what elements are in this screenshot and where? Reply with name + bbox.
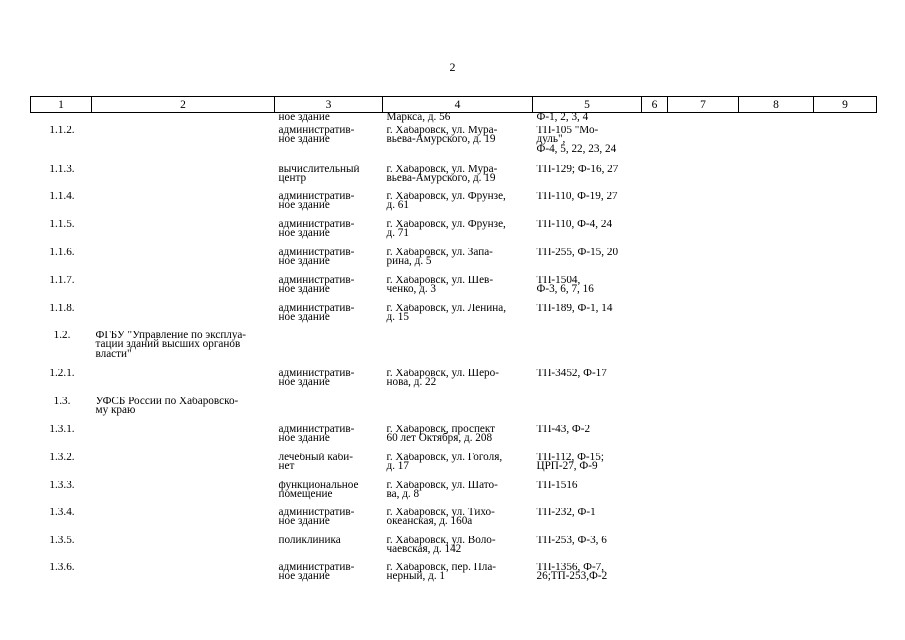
building-address <box>383 113 533 126</box>
building-address-text: г. Хабаровск, ул. Шато- ва, д. 8 <box>386 480 498 501</box>
building-address-text: г. Хабаровск, проспект 60 лет Октября, д. 208 <box>386 424 496 445</box>
building-purpose-text: функциональное помещение <box>278 480 359 501</box>
empty-cell <box>642 331 668 369</box>
empty-cell <box>668 192 739 220</box>
building-address-text: Маркса, д. 56 <box>386 112 451 123</box>
empty-cell <box>739 220 814 248</box>
organization-name-text: ФГБУ "Управление по эксплуа- тации зданий высших органов власти" <box>95 330 247 360</box>
power-supply-text: Ф-1, 2, 3, 4 <box>536 112 589 123</box>
row-number-text: 1.1.2. <box>49 125 75 136</box>
empty-cell <box>668 165 739 192</box>
row-number <box>31 113 92 126</box>
table-row <box>31 563 877 590</box>
empty-cell <box>814 220 877 248</box>
building-purpose <box>275 276 383 304</box>
empty-cell <box>814 113 877 126</box>
building-address-text: г. Хабаровск, ул. Тихо- океанская, д. 160а <box>386 507 495 528</box>
row-number-text: 1.3.4. <box>49 507 75 518</box>
building-address <box>383 425 533 453</box>
building-address <box>383 369 533 397</box>
row-number <box>31 508 92 536</box>
empty-cell <box>642 397 668 425</box>
row-number <box>31 192 92 220</box>
building-address <box>383 304 533 331</box>
empty-cell <box>739 192 814 220</box>
table-row <box>31 481 877 508</box>
building-address <box>383 536 533 563</box>
power-supply-text: ТП-1356, Ф-7, 26;ТП-253,Ф-2 <box>536 562 608 583</box>
power-supply <box>533 425 642 453</box>
building-purpose-text: административ- ное здание <box>278 219 355 240</box>
power-supply <box>533 248 642 276</box>
row-number <box>31 331 92 369</box>
empty-cell <box>668 126 739 165</box>
building-address <box>383 248 533 276</box>
empty-cell <box>739 453 814 481</box>
power-supply <box>533 192 642 220</box>
table-row <box>31 508 877 536</box>
building-purpose <box>275 425 383 453</box>
empty-cell <box>814 192 877 220</box>
building-purpose-text: административ- ное здание <box>278 424 355 445</box>
building-purpose <box>275 369 383 397</box>
empty-cell <box>642 304 668 331</box>
building-purpose-text: административ- ное здание <box>278 247 355 268</box>
empty-cell <box>668 481 739 508</box>
power-supply <box>533 536 642 563</box>
building-address <box>383 276 533 304</box>
building-purpose-text: ное здание <box>278 112 330 123</box>
empty-cell <box>739 397 814 425</box>
organization-name <box>92 276 275 304</box>
building-purpose-text: административ- ное здание <box>278 275 355 296</box>
row-number <box>31 536 92 563</box>
power-supply <box>533 331 642 369</box>
building-address-text: г. Хабаровск, ул. Запа- рина, д. 5 <box>386 247 493 268</box>
empty-cell <box>668 397 739 425</box>
empty-cell <box>739 248 814 276</box>
power-supply-text: ТП-255, Ф-15, 20 <box>536 247 619 258</box>
empty-cell <box>739 304 814 331</box>
empty-cell <box>668 369 739 397</box>
building-purpose <box>275 248 383 276</box>
organization-name <box>92 113 275 126</box>
power-supply <box>533 165 642 192</box>
empty-cell <box>739 331 814 369</box>
organization-name <box>92 165 275 192</box>
table-row <box>31 397 877 425</box>
power-supply-text: ТП-189, Ф-1, 14 <box>536 303 613 314</box>
empty-cell <box>814 536 877 563</box>
table-row <box>31 113 877 126</box>
empty-cell <box>739 425 814 453</box>
power-supply <box>533 563 642 590</box>
power-supply-text: ТП-43, Ф-2 <box>536 424 591 435</box>
power-supply <box>533 453 642 481</box>
building-address-text: г. Хабаровск, ул. Фрунзе, д. 61 <box>386 191 506 212</box>
table-row <box>31 165 877 192</box>
building-address <box>383 508 533 536</box>
empty-cell <box>642 248 668 276</box>
empty-cell <box>642 563 668 590</box>
row-number-text: 1.1.8. <box>49 303 75 314</box>
building-purpose <box>275 563 383 590</box>
building-address <box>383 126 533 165</box>
empty-cell <box>668 453 739 481</box>
empty-cell <box>814 369 877 397</box>
empty-cell <box>739 165 814 192</box>
power-supply <box>533 113 642 126</box>
building-purpose <box>275 220 383 248</box>
empty-cell <box>814 563 877 590</box>
empty-cell <box>668 425 739 453</box>
power-supply-text: ТП-1504, Ф-3, 6, 7, 16 <box>536 275 594 296</box>
building-purpose <box>275 331 383 369</box>
power-supply-text: ТП-129; Ф-16, 27 <box>536 164 619 175</box>
empty-cell <box>814 165 877 192</box>
row-number <box>31 563 92 590</box>
organization-name <box>92 563 275 590</box>
column-header: 5 <box>533 97 642 113</box>
empty-cell <box>642 425 668 453</box>
table-row <box>31 220 877 248</box>
building-address-text: г. Хабаровск, ул. Мура- вьева-Амурского, д. 19 <box>386 125 498 146</box>
organization-name <box>92 248 275 276</box>
building-address <box>383 563 533 590</box>
empty-cell <box>642 113 668 126</box>
row-number-text: 1.3.1. <box>49 424 75 435</box>
building-purpose-text: административ- ное здание <box>278 125 355 146</box>
empty-cell <box>668 563 739 590</box>
empty-cell <box>739 536 814 563</box>
empty-cell <box>814 276 877 304</box>
building-address <box>383 192 533 220</box>
power-supply <box>533 508 642 536</box>
power-supply-text: ТП-105 "Мо- дуль", Ф-4, 5, 22, 23, 24 <box>536 125 617 155</box>
row-number <box>31 220 92 248</box>
organization-name <box>92 126 275 165</box>
building-purpose <box>275 536 383 563</box>
page-number: 2 <box>449 60 456 74</box>
empty-cell <box>814 304 877 331</box>
building-purpose <box>275 304 383 331</box>
empty-cell <box>668 304 739 331</box>
power-supply-text: ТП-1516 <box>536 480 578 491</box>
empty-cell <box>668 113 739 126</box>
building-address-text: г. Хабаровск, ул. Фрунзе, д. 71 <box>386 219 506 240</box>
building-address <box>383 331 533 369</box>
building-purpose <box>275 397 383 425</box>
power-supply <box>533 276 642 304</box>
building-purpose-text: вычислительный центр <box>278 164 360 185</box>
column-number-row <box>31 97 877 113</box>
row-number <box>31 304 92 331</box>
empty-cell <box>814 397 877 425</box>
empty-cell <box>739 563 814 590</box>
table-row <box>31 331 877 369</box>
power-supply <box>533 397 642 425</box>
row-number <box>31 276 92 304</box>
power-supply-text: ТП-110, Ф-4, 24 <box>536 219 613 230</box>
building-address-text: г. Хабаровск, ул. Гоголя, д. 17 <box>386 452 503 473</box>
empty-cell <box>814 425 877 453</box>
power-supply <box>533 304 642 331</box>
row-number-text: 1.1.6. <box>49 247 75 258</box>
table-row <box>31 369 877 397</box>
empty-cell <box>739 113 814 126</box>
row-number <box>31 453 92 481</box>
building-purpose-text: поликлиника <box>278 535 341 546</box>
row-number-text: 1.3.3. <box>49 480 75 491</box>
empty-cell <box>814 453 877 481</box>
building-address-text: г. Хабаровск, ул. Шеро- нова, д. 22 <box>386 368 499 389</box>
building-address <box>383 397 533 425</box>
row-number <box>31 481 92 508</box>
power-supply-text: ТП-3452, Ф-17 <box>536 368 607 379</box>
column-header: 2 <box>92 97 275 113</box>
building-purpose-text: административ- ное здание <box>278 303 355 324</box>
empty-cell <box>668 508 739 536</box>
organization-name <box>92 369 275 397</box>
empty-cell <box>739 508 814 536</box>
buildings-table <box>30 96 877 590</box>
power-supply <box>533 126 642 165</box>
building-address-text: г. Хабаровск, ул. Воло- чаевская, д. 142 <box>386 535 496 556</box>
row-number-text: 1.2.1. <box>49 368 75 379</box>
empty-cell <box>814 481 877 508</box>
empty-cell <box>642 369 668 397</box>
row-number <box>31 126 92 165</box>
row-number-text: 1.3. <box>53 396 71 407</box>
building-purpose-text: лечебный каби- нет <box>278 452 353 473</box>
empty-cell <box>814 126 877 165</box>
table-body <box>31 113 877 590</box>
empty-cell <box>814 508 877 536</box>
building-purpose <box>275 508 383 536</box>
power-supply-text: ТП-232, Ф-1 <box>536 507 596 518</box>
row-number-text: 1.1.3. <box>49 164 75 175</box>
organization-name <box>92 536 275 563</box>
empty-cell <box>642 220 668 248</box>
empty-cell <box>739 369 814 397</box>
building-purpose-text: административ- ное здание <box>278 562 355 583</box>
column-header: 7 <box>668 97 739 113</box>
building-purpose <box>275 165 383 192</box>
organization-name <box>92 481 275 508</box>
empty-cell <box>668 331 739 369</box>
table-row <box>31 192 877 220</box>
row-number-text: 1.1.5. <box>49 219 75 230</box>
row-number <box>31 397 92 425</box>
empty-cell <box>642 481 668 508</box>
organization-name <box>92 304 275 331</box>
building-address-text: г. Хабаровск, ул. Ленина, д. 15 <box>386 303 506 324</box>
power-supply-text: ТП-253, Ф-3, 6 <box>536 535 607 546</box>
empty-cell <box>642 126 668 165</box>
building-purpose-text: административ- ное здание <box>278 191 355 212</box>
column-header: 3 <box>275 97 383 113</box>
row-number <box>31 248 92 276</box>
row-number-text: 1.3.6. <box>49 562 75 573</box>
empty-cell <box>668 248 739 276</box>
empty-cell <box>739 481 814 508</box>
organization-name <box>92 397 275 425</box>
empty-cell <box>642 276 668 304</box>
table-row <box>31 304 877 331</box>
building-address-text: г. Хабаровск, ул. Шев- ченко, д. 3 <box>386 275 494 296</box>
building-purpose-text: административ- ное здание <box>278 507 355 528</box>
row-number-text: 1.1.4. <box>49 191 75 202</box>
row-number-text: 1.3.5. <box>49 535 75 546</box>
column-header: 4 <box>383 97 533 113</box>
building-purpose <box>275 481 383 508</box>
table-row <box>31 425 877 453</box>
building-purpose-text: административ- ное здание <box>278 368 355 389</box>
building-address <box>383 165 533 192</box>
empty-cell <box>668 276 739 304</box>
empty-cell <box>642 508 668 536</box>
building-address-text: г. Хабаровск, пер. Пла- нерный, д. 1 <box>386 562 497 583</box>
organization-name <box>92 220 275 248</box>
power-supply <box>533 220 642 248</box>
organization-name <box>92 508 275 536</box>
organization-name <box>92 331 275 369</box>
row-number <box>31 165 92 192</box>
row-number <box>31 425 92 453</box>
power-supply <box>533 369 642 397</box>
column-header: 6 <box>642 97 668 113</box>
building-purpose <box>275 126 383 165</box>
table-row <box>31 536 877 563</box>
power-supply-text: ТП-112, Ф-15; ЦРП-27, Ф-9 <box>536 452 604 473</box>
empty-cell <box>642 192 668 220</box>
row-number-text: 1.3.2. <box>49 452 75 463</box>
empty-cell <box>814 331 877 369</box>
table-row <box>31 126 877 165</box>
building-address <box>383 481 533 508</box>
building-address-text: г. Хабаровск, ул. Мура- вьева-Амурского, д. 19 <box>386 164 498 185</box>
empty-cell <box>739 276 814 304</box>
table-row <box>31 248 877 276</box>
organization-name <box>92 425 275 453</box>
organization-name <box>92 192 275 220</box>
power-supply-text: ТП-110, Ф-19, 27 <box>536 191 618 202</box>
row-number-text: 1.1.7. <box>49 275 75 286</box>
table-row <box>31 453 877 481</box>
building-address <box>383 220 533 248</box>
building-purpose <box>275 192 383 220</box>
column-header: 9 <box>814 97 877 113</box>
power-supply <box>533 481 642 508</box>
organization-name <box>92 453 275 481</box>
empty-cell <box>668 536 739 563</box>
organization-name-text: УФСБ России по Хабаровско- му краю <box>95 396 239 417</box>
building-address <box>383 453 533 481</box>
empty-cell <box>814 248 877 276</box>
empty-cell <box>642 536 668 563</box>
row-number-text: 1.2. <box>53 330 71 341</box>
building-purpose <box>275 453 383 481</box>
empty-cell <box>642 453 668 481</box>
column-header: 8 <box>739 97 814 113</box>
column-header: 1 <box>31 97 92 113</box>
row-number <box>31 369 92 397</box>
table-row <box>31 276 877 304</box>
empty-cell <box>739 126 814 165</box>
empty-cell <box>642 165 668 192</box>
building-purpose <box>275 113 383 126</box>
empty-cell <box>668 220 739 248</box>
